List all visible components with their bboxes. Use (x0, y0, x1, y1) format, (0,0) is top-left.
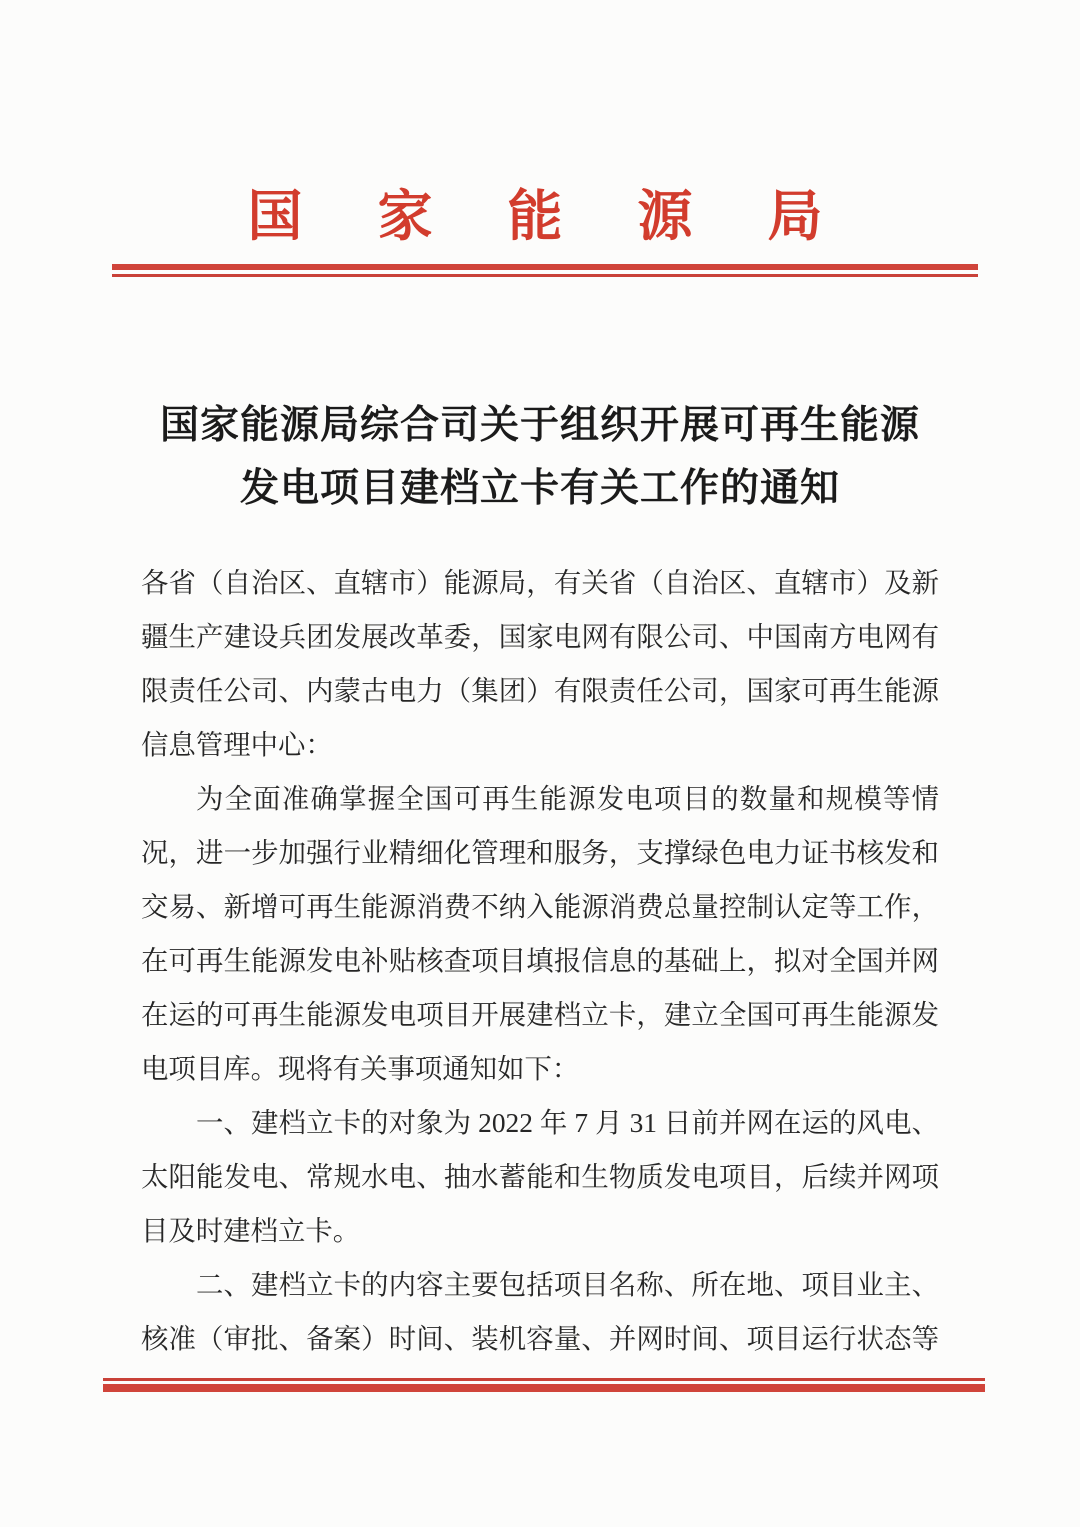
paragraph (141, 1096, 939, 1258)
document-title-line-2: 发电项目建档立卡有关工作的通知 (239, 467, 840, 510)
text-line: 疆生产建设兵团发展改革委，国家电网有限公司、中国南方电网有 (141, 622, 939, 652)
text-line: 为全面准确掌握全国可再生能源发电项目的数量和规模等情 (196, 784, 939, 814)
text-line: 核准（审批、备案）时间、装机容量、并网时间、项目运行状态等 (141, 1324, 939, 1354)
text-line: 一、建档立卡的对象为 2022 年 7 月 31 日前并网在运的风电、 (196, 1108, 939, 1138)
divider-bottom-thin (103, 1378, 985, 1381)
text-line: 太阳能发电、常规水电、抽水蓄能和生物质发电项目，后续并网项 (141, 1162, 939, 1192)
document-body (141, 556, 939, 1366)
paragraph (141, 1258, 939, 1366)
text-line: 目及时建档立卡。 (141, 1216, 361, 1246)
letterhead-agency-name: 国 家 能 源 局 (247, 186, 833, 247)
divider-bottom-thick (103, 1384, 985, 1392)
divider-top-thick (112, 264, 978, 270)
text-line: 限责任公司、内蒙古电力（集团）有限责任公司，国家可再生能源 (141, 676, 939, 706)
text-line: 在运的可再生能源发电项目开展建档立卡，建立全国可再生能源发 (141, 1000, 939, 1030)
text-line: 各省（自治区、直辖市）能源局，有关省（自治区、直辖市）及新 (141, 568, 939, 598)
document-title (0, 394, 1080, 520)
paragraph (141, 556, 939, 772)
text-line: 电项目库。现将有关事项通知如下： (141, 1054, 580, 1084)
document-title-line-1: 国家能源局综合司关于组织开展可再生能源 (159, 404, 920, 447)
text-line: 交易、新增可再生能源消费不纳入能源消费总量控制认定等工作， (141, 892, 939, 922)
divider-top-thin (112, 274, 978, 277)
text-line: 在可再生能源发电补贴核查项目填报信息的基础上，拟对全国并网 (141, 946, 939, 976)
text-line: 信息管理中心： (141, 730, 333, 760)
text-line: 二、建档立卡的内容主要包括项目名称、所在地、项目业主、 (196, 1270, 939, 1300)
paragraph (141, 772, 939, 1096)
text-line: 况，进一步加强行业精细化管理和服务，支撑绿色电力证书核发和 (141, 838, 939, 868)
